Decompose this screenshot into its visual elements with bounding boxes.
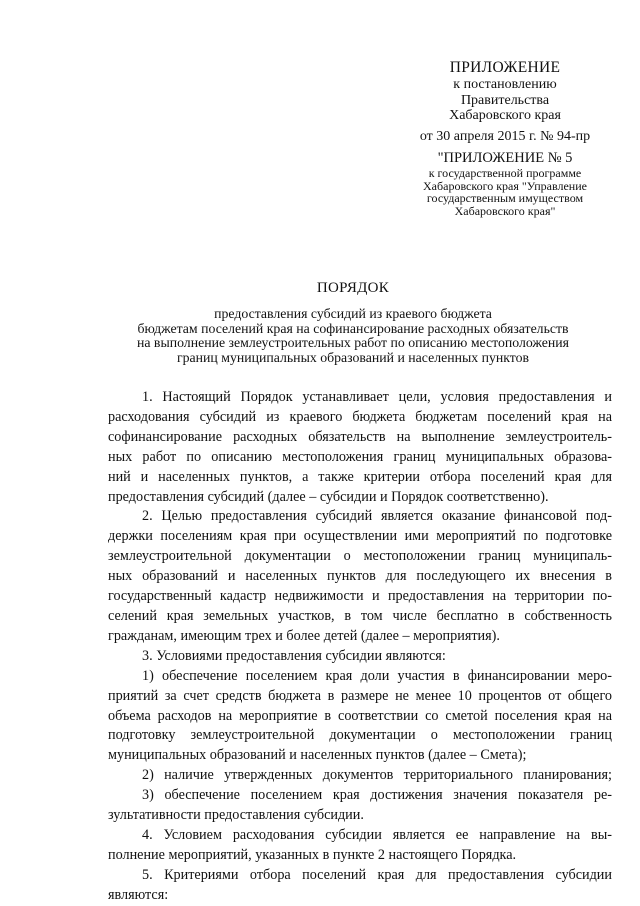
document-body [108, 388, 612, 906]
subitem-3-line: 3) обеспечение поселением края достижения значения показателя ре- [142, 787, 612, 804]
document-subtitle-line: на выполнение землеустроительных работ по описанию местоположения [136, 335, 570, 350]
paragraph-1-line: ний и населенных пунктов, а также критерии отбора поселений края для [108, 468, 612, 485]
document-title: ПОРЯДОК [316, 280, 390, 296]
paragraph-2-line: государственный кадастр недвижимости и предоставления на территории по- [108, 588, 612, 605]
paragraph-4-line: полнение мероприятий, указанных в пункте 2 настоящего Порядка. [108, 846, 517, 863]
paragraph-2-line: гражданам, имеющим трех и более детей (далее – мероприятия). [108, 627, 500, 644]
appendix5-line: Хабаровского края" [454, 203, 556, 218]
document-title-block [88, 279, 618, 365]
document-subtitle-line: границ муниципальных образований и населенных пунктов [176, 349, 530, 365]
paragraph-1-line: 1. Настоящий Порядок устанавливает цели, условия предоставления и [142, 389, 612, 405]
paragraph-2-line: 2. Целью предоставления субсидий является оказание финансовой под- [142, 508, 612, 525]
paragraph-1-line: предоставления субсидий (далее – субсидии и Порядок соответственно). [108, 488, 549, 505]
appendix5-header [380, 150, 630, 217]
paragraph-3-line: 3. Условиями предоставления субсидии являются: [142, 647, 446, 664]
appendix5-line: государственным имуществом [426, 191, 584, 205]
paragraph-5-line: являются: [108, 886, 169, 903]
subitem-3-line: зультативности предоставления субсидии. [108, 807, 364, 824]
appendix5-line: Хабаровского края "Управление [423, 178, 587, 193]
paragraph-1-line: софинансирование расходных обязательств на выполнение землеустроитель- [108, 428, 612, 445]
document-subtitle-line: предоставления субсидий из краевого бюджета [214, 306, 492, 321]
paragraph-2-line: ных образований и населенных пунктов для последующего их внесения в [108, 568, 612, 585]
paragraph-2-line: держки поселениям края при осуществлении ими мероприятий по подготовке [108, 528, 612, 545]
paragraph-2-line: селений края земельных участков, в том числе бесплатно в собственность [108, 607, 612, 624]
appendix-date: от 30 апреля 2015 г. № 94-пр [419, 128, 591, 144]
appendix-header [380, 58, 630, 145]
subitem-1-line: приятий за счет средств бюджета в размере не менее 10 процентов от общего [108, 687, 612, 704]
paragraph-1-line: ных работ по описанию местоположения границ муниципальных образова- [108, 448, 612, 465]
paragraph-1-line: расходования субсидий из краевого бюджета бюджетам поселений края на [108, 408, 612, 425]
appendix5-title: "ПРИЛОЖЕНИЕ № 5 [437, 150, 573, 166]
appendix-line: к постановлению [453, 77, 557, 92]
subitem-1-line: подготовку землеустроительной документации о местоположении границ [108, 727, 612, 744]
paragraph-4-line: 4. Условием расходования субсидии является ее направление на вы- [142, 826, 612, 843]
subitem-2-line: 2) наличие утвержденных документов территориального планирования; [142, 767, 612, 784]
appendix5-line: к государственной программе [428, 166, 582, 180]
subitem-1-line: муниципальных образований и населенных пунктов (далее – Смета); [108, 747, 527, 764]
appendix-title: ПРИЛОЖЕНИЕ [449, 59, 561, 76]
paragraph-2-line: землеустроительной документации о местоположении границ муниципаль- [108, 548, 612, 565]
paragraph-5-line: 5. Критериями отбора поселений края для предоставления субсидии [142, 866, 612, 883]
document-subtitle-line: бюджетам поселений края на софинансирование расходных обязательств [137, 320, 569, 336]
appendix-line: Правительства [460, 92, 550, 108]
subitem-1-line: 1) обеспечение поселением края доли участия в финансировании меро- [142, 667, 612, 684]
subitem-1-line: объема расходов на мероприятие в соответствии со сметой поселения края на [108, 707, 612, 724]
appendix-line: Хабаровского края [449, 108, 561, 123]
